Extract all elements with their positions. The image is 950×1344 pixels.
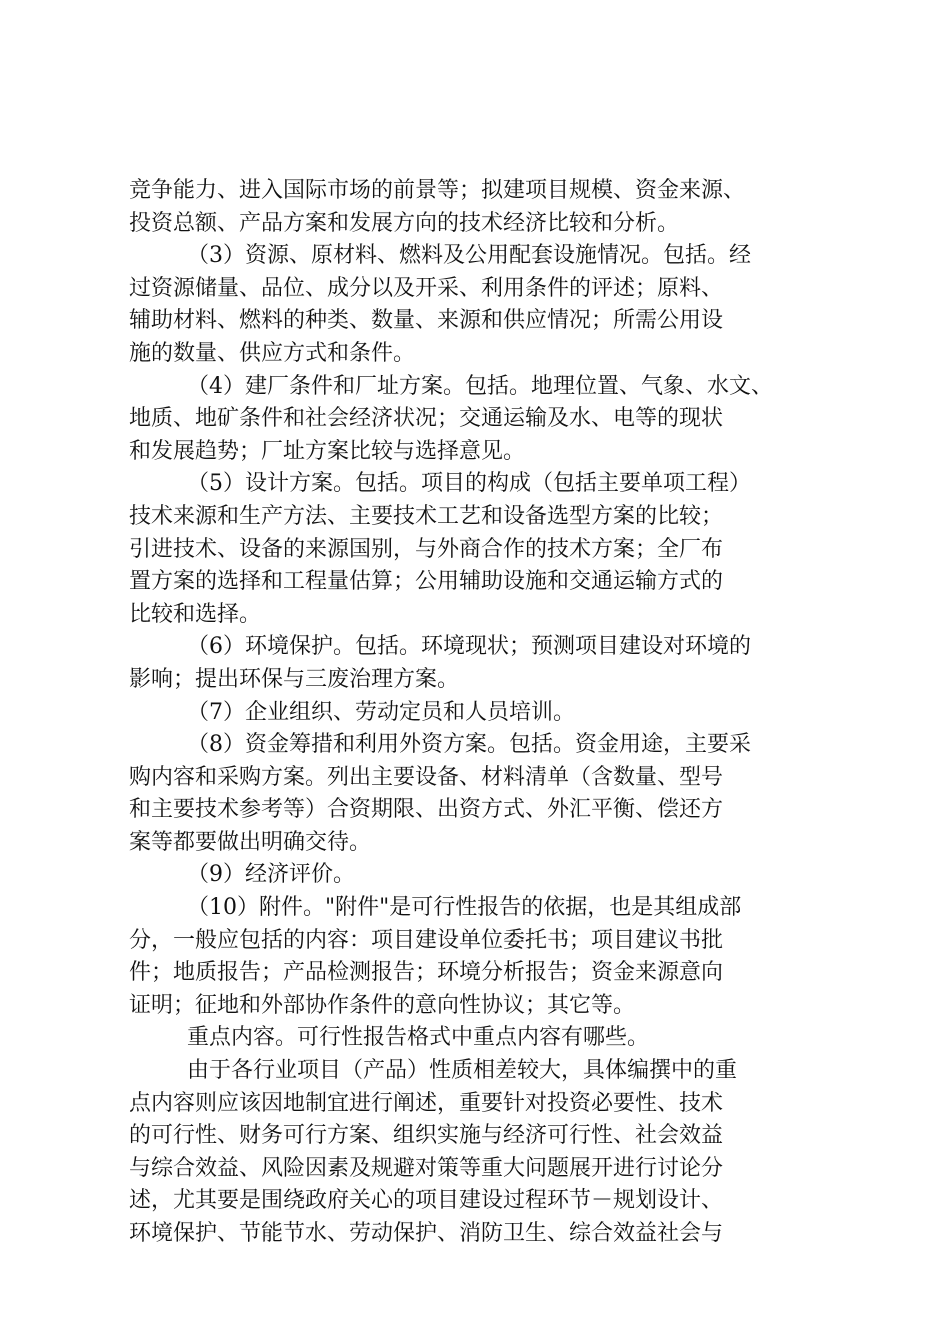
text-line: 由于各行业项目（产品）性质相差较大，具体编撰中的重 bbox=[187, 1058, 738, 1084]
text-line: 置方案的选择和工程量估算；公用辅助设施和交通运输方式的 bbox=[129, 569, 724, 595]
text-line: （10）附件。"附件"是可行性报告的依据，也是其组成部 bbox=[187, 895, 742, 921]
text-line: 环境保护、节能节水、劳动保护、消防卫生、综合效益社会与 bbox=[129, 1221, 724, 1246]
text-line: （5）设计方案。包括。项目的构成（包括主要单项工程） bbox=[187, 471, 751, 497]
text-line: （9）经济评价。 bbox=[187, 862, 355, 888]
text-line: 案等都要做出明确交待。 bbox=[129, 829, 372, 855]
text-line: 分，一般应包括的内容：项目建设单位委托书；项目建议书批 bbox=[129, 927, 724, 953]
text-line: 证明；征地和外部协作条件的意向性协议；其它等。 bbox=[129, 992, 636, 1018]
text-line: 和主要技术参考等）合资期限、出资方式、外汇平衡、偿还方 bbox=[129, 797, 724, 823]
text-line: 点内容则应该因地制宜进行阐述，重要针对投资必要性、技术 bbox=[129, 1090, 724, 1116]
text-line: （4）建厂条件和厂址方案。包括。地理位置、气象、水文、 bbox=[187, 373, 773, 399]
text-line: （8）资金筹措和利用外资方案。包括。资金用途，主要采 bbox=[187, 732, 751, 758]
text-line: 和发展趋势；厂址方案比较与选择意见。 bbox=[129, 438, 526, 464]
text-line: 购内容和采购方案。列出主要设备、材料清单（含数量、型号 bbox=[129, 764, 724, 790]
text-line: 与综合效益、风险因素及规避对策等重大问题展开进行讨论分 bbox=[129, 1155, 724, 1181]
text-line: 过资源储量、品位、成分以及开采、利用条件的评述；原料、 bbox=[129, 275, 724, 301]
text-line: 重点内容。可行性报告格式中重点内容有哪些。 bbox=[187, 1025, 650, 1051]
text-line: （3）资源、原材料、燃料及公用配套设施情况。包括。经 bbox=[187, 243, 751, 269]
text-line: 辅助材料、燃料的种类、数量、来源和供应情况；所需公用设 bbox=[129, 308, 724, 334]
text-line: 地质、地矿条件和社会经济状况；交通运输及水、电等的现状 bbox=[129, 406, 724, 432]
text-line: （7）企业组织、劳动定员和人员培训。 bbox=[187, 699, 575, 725]
text-line: 的可行性、财务可行方案、组织实施与经济可行性、社会效益 bbox=[129, 1123, 724, 1149]
text-line: 施的数量、供应方式和条件。 bbox=[129, 340, 416, 366]
text-line: （6）环境保护。包括。环境现状；预测项目建设对环境的 bbox=[187, 634, 751, 660]
text-line: 比较和选择。 bbox=[129, 601, 262, 627]
text-line: 引进技术、设备的来源国别，与外商合作的技术方案；全厂布 bbox=[129, 536, 724, 562]
text-line: 件；地质报告；产品检测报告；环境分析报告；资金来源意向 bbox=[129, 960, 724, 986]
text-line: 竞争能力、进入国际市场的前景等；拟建项目规模、资金来源、 bbox=[129, 178, 746, 203]
text-line: 投资总额、产品方案和发展方向的技术经济比较和分析。 bbox=[129, 210, 680, 236]
text-line: 技术来源和生产方法、主要技术工艺和设备选型方案的比较； bbox=[129, 503, 724, 529]
text-line: 影响；提出环保与三废治理方案。 bbox=[129, 666, 460, 692]
text-line: 述，尤其要是围绕政府关心的项目建设过程环节－规划设计、 bbox=[129, 1188, 724, 1214]
document-body bbox=[129, 175, 841, 1251]
